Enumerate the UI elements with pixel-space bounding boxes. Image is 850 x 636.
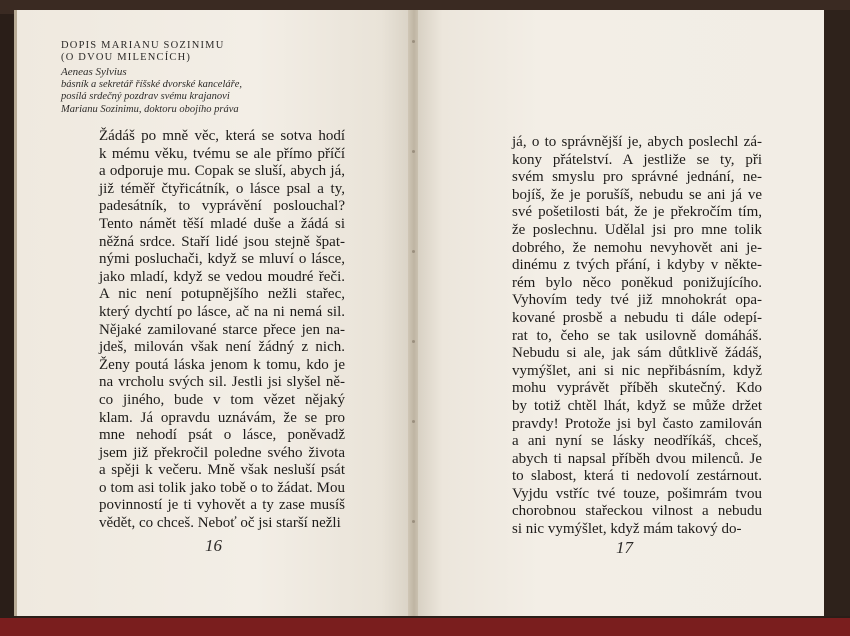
text-line: Žádáš po mně věc, která se sotva hodí xyxy=(99,128,345,144)
page-number-left: 16 xyxy=(205,536,222,555)
chapter-subtitle: (O DVOU MILENCÍCH) xyxy=(61,52,192,63)
left-page xyxy=(14,10,413,616)
text-line: rém bylo něco poněkud ponižujícího. xyxy=(512,274,762,291)
text-line: si nic vymýšlet, když mám takový do- xyxy=(512,521,742,538)
author-description-line: Marianu Sozinimu, doktoru obojího práva xyxy=(61,103,239,115)
text-line: mohu vyprávět příběh skutečný. Kdo xyxy=(512,380,762,397)
text-line: vědět, co chceš. Neboť oč jsi starší nežli xyxy=(99,515,341,532)
text-line: abych ti napsal příběh dvou milenců. Je xyxy=(512,450,762,467)
text-line: který dychtí po lásce, ač na ni nemá sil. xyxy=(99,303,345,320)
text-line: to slabost, která ti nedovolí zestárnout. xyxy=(512,468,762,485)
chapter-header xyxy=(61,40,321,116)
text-line: dinému z tvých přání, i kdyby v někte- xyxy=(512,257,762,274)
text-line: pravdy! Protože jsi byl často zamilován xyxy=(512,415,762,432)
background-right xyxy=(824,10,850,616)
text-line: kony přátelství. A jestliže se ty, při xyxy=(512,151,762,168)
author-description-line: básník a sekretář říšské dvorské kanceláře, xyxy=(61,78,242,90)
text-line: Nějaké zamilované starce přece jen na- xyxy=(99,321,345,338)
page-number-right: 17 xyxy=(616,538,633,557)
text-line: jsem již překročil poledne svého života xyxy=(99,444,345,461)
binding-stitch xyxy=(412,340,415,343)
author-name: Aeneas Sylvius xyxy=(61,66,127,78)
text-line: by totiž chtěl lhát, když se může držet xyxy=(512,397,762,414)
text-line: já, o to správnější je, abych poslechl zá- xyxy=(512,134,762,150)
text-line: a odporuje mu. Copak se sluší, abych já, xyxy=(99,163,345,180)
text-line: A nic není potupnějšího nežli stařec, xyxy=(99,286,345,303)
text-line: o tom asi tolik jako tobě o to žádat. Mou xyxy=(99,479,345,496)
text-line: Tento námět těší mladé duše a žádá si xyxy=(99,215,345,232)
text-line: jako mladí, když se vedou moudré řeči. xyxy=(99,268,345,285)
text-line: Ženy poutá láska jenom k tomu, kdo je xyxy=(99,356,345,373)
text-line: padesátník, to vyprávění poslouchal? xyxy=(99,198,345,215)
binding-stitch xyxy=(412,40,415,43)
binding-stitch xyxy=(412,420,415,423)
text-line: rat to, čeho se tak usilovně domáháš. xyxy=(512,327,762,344)
text-line: na vrcholu svých sil. Jestli jsi slyšel ně- xyxy=(99,374,345,391)
binding-stitch xyxy=(412,150,415,153)
text-line: povinností je ti vyhovět a ty zase musíš xyxy=(99,497,345,514)
book-cover-edge xyxy=(0,618,850,636)
text-line: svém smyslu pro správné jednání, ne- xyxy=(512,169,762,186)
text-line: Nebudu si ale, jak sám důtklivě žádáš, xyxy=(512,345,762,362)
left-page-body-text xyxy=(99,128,345,533)
text-line: klam. Já opravdu uznávám, že se pro xyxy=(99,409,345,426)
text-line: dobrého, že nemohu nevyhovět ani je- xyxy=(512,239,762,256)
chapter-title: DOPIS MARIANU SOZINIMU xyxy=(61,40,225,51)
text-line: Vyhovím tedy tvé již mnohokrát opa- xyxy=(512,292,762,309)
text-line: vymýšlet, ani si nic nepřibásním, když xyxy=(512,362,762,379)
text-line: něžná srdce. Staří lidé jsou stejně špat- xyxy=(99,233,345,250)
author-description-line: posílá srdečný pozdrav svému krajanovi xyxy=(61,91,230,102)
text-line: a ani nyní se lásky neodříkáš, chceš, xyxy=(512,433,762,450)
text-line: nými posluchači, když se mluví o lásce, xyxy=(99,251,345,268)
text-line: Vyjdu vstříc tvé touze, pošimrám tvou xyxy=(512,485,762,502)
binding-stitch xyxy=(412,250,415,253)
text-line: a spěji k večeru. Mně však nesluší psát xyxy=(99,462,345,479)
text-line: své pošetilosti bát, že je překročím tím, xyxy=(512,204,762,221)
text-line: jdeš, milován však není žádný z nich. xyxy=(99,339,345,356)
right-page xyxy=(418,10,824,616)
text-line: kované prosbě a nebudu ti dále odepí- xyxy=(512,309,762,326)
binding-stitch xyxy=(412,520,415,523)
text-line: již téměř čtyřicátník, o lásce psal a ty, xyxy=(99,180,345,197)
right-page-body-text xyxy=(512,134,762,539)
text-line: mne nehodí psát o lásce, poněvadž xyxy=(99,427,345,444)
text-line: bojíš, že je porušíš, nebudu se ani já ve xyxy=(512,186,762,203)
text-line: chorobnou stařeckou vilnost a nebudu xyxy=(512,503,762,520)
text-line: co jiného, bude v tom vězet nějaký xyxy=(99,391,345,408)
text-line: k mému věku, tvému se ale přímo příčí xyxy=(99,145,345,162)
text-line: že poslechnu. Udělal jsi pro mne tolik xyxy=(512,221,762,238)
